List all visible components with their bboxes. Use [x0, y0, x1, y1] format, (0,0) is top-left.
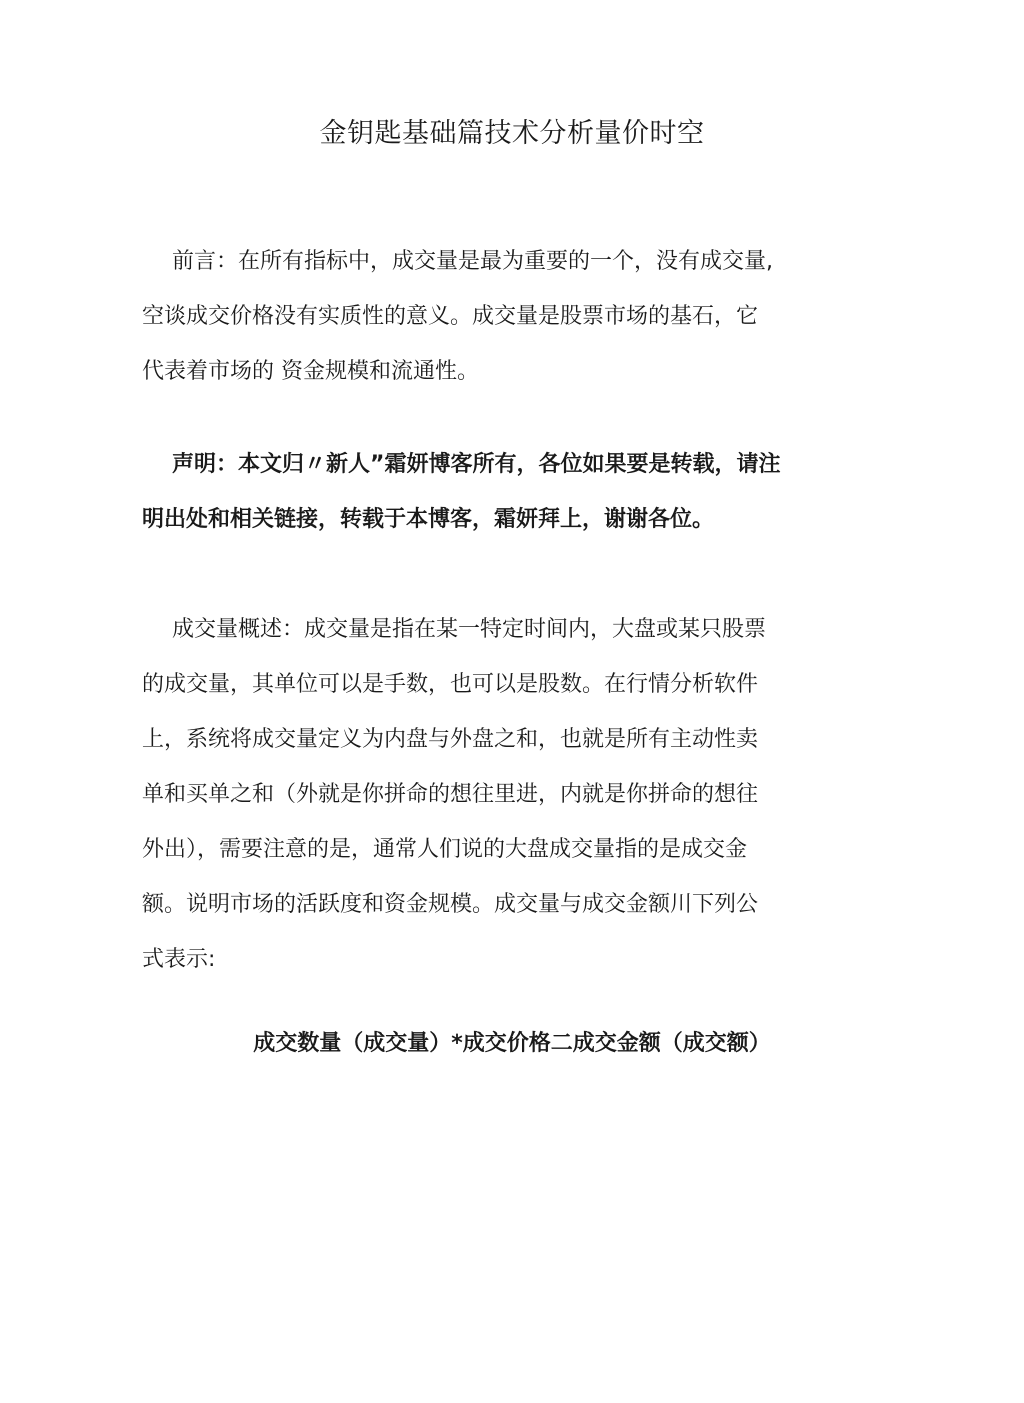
- overview-paragraph: [142, 602, 862, 987]
- preface-line: 前言：在所有指标中，成交量是最为重要的一个，没有成交量,: [172, 249, 773, 274]
- document-title: 金钥匙基础篇技术分析量价时空: [319, 118, 705, 149]
- overview-line: 外出），需要注意的是，通常人们说的大盘成交量指的是成交金: [142, 837, 748, 862]
- overview-line: 成交量概述：成交量是指在某一特定时间内，大盘或某只股票: [172, 617, 767, 642]
- preface-paragraph: [142, 234, 862, 399]
- notice-line: 明出处和相关链接，转载于本博客，霜妍拜上，谢谢各位。: [142, 507, 715, 532]
- volume-formula: 成交数量（成交量）*成交价格二成交金额（成交额）: [253, 1031, 771, 1056]
- notice-line: 声明：本文归〃新人”霜妍博客所有，各位如果要是转载，请注: [172, 452, 781, 477]
- copyright-notice-paragraph: [142, 437, 862, 547]
- overview-line: 上，系统将成交量定义为内盘与外盘之和，也就是所有主动性卖: [142, 727, 759, 752]
- preface-line: 代表着市场的 资金规模和流通性。: [142, 359, 479, 384]
- overview-line: 单和买单之和（外就是你拼命的想往里进，内就是你拼命的想往: [142, 782, 759, 807]
- overview-line: 式表示:: [142, 947, 216, 972]
- overview-line: 的成交量，其单位可以是手数，也可以是股数。在行情分析软件: [142, 672, 759, 697]
- preface-line: 空谈成交价格没有实质性的意义。成交量是股票市场的基石，它: [142, 304, 759, 329]
- overview-line: 额。说明市场的活跃度和资金规模。成交量与成交金额川下列公: [142, 892, 759, 917]
